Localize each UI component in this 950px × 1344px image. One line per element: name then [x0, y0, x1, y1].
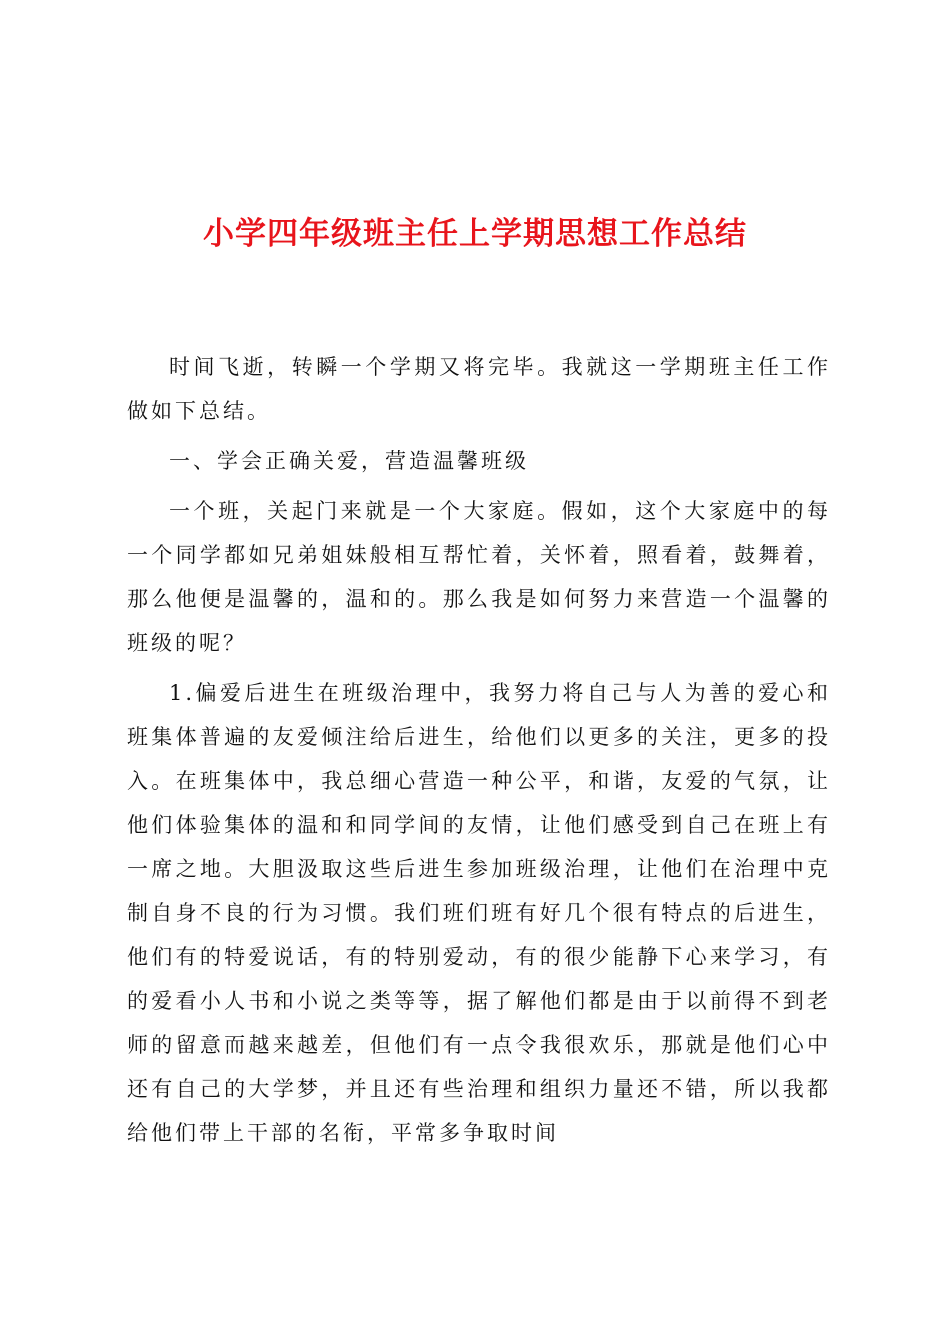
document-body — [127, 345, 831, 1161]
paragraph-intro: 时间飞逝，转瞬一个学期又将完毕。我就这一学期班主任工作做如下总结。 — [127, 355, 831, 423]
paragraph-favor-students: 1.偏爱后进生在班级治理中，我努力将自己与人为善的爱心和班集体普遍的友爱倾注给后进生，给他们以更多的关注，更多的投入。在班集体中，我总细心营造一种公平，和谐，友爱的气氛，让他们体验集体的温和和同学间的友情，让他们感受到自己在班上有一席之地。大胆汲取这些后进生参加班级治理，让他们在治理中克制自身不良的行为习惯。我们班们班有好几个很有特点的后进生，他们有的特爱说话，有的特别爱动，有的很少能静下心来学习，有的爱看小人书和小说之类等等，据了解他们都是由于以前得不到老师的留意而越来越差，但他们有一点令我很欢乐，那就是他们心中还有自己的大学梦，并且还有些治理和组织力量还不错，所以我都给他们带上干部的名衔，平常多争取时间 — [127, 681, 831, 1145]
paragraph-class-family: 一个班，关起门来就是一个大家庭。假如，这个大家庭中的每一个同学都如兄弟姐妹般相互帮忙着，关怀着，照看着，鼓舞着，那么他便是温馨的，温和的。那么我是如何努力来营造一个温馨的班级的呢？ — [127, 499, 831, 655]
document-title: 小学四年级班主任上学期思想工作总结 — [203, 216, 747, 252]
section-heading-1: 一、学会正确关爱，营造温馨班级 — [169, 449, 529, 473]
